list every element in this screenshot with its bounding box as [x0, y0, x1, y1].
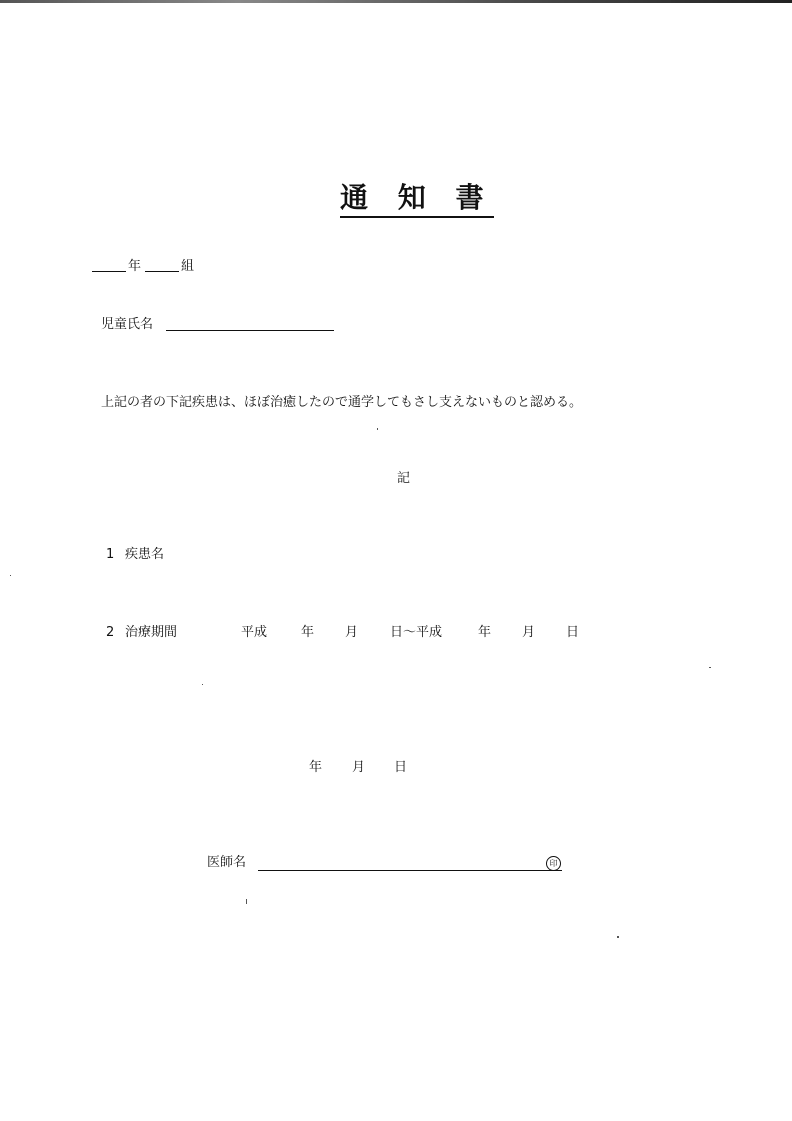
student-name-line[interactable] [166, 330, 334, 331]
period-year-start: 年 [301, 625, 315, 640]
issue-date-year: 年 [309, 760, 323, 775]
period-day-to-era: 日〜平成 [390, 625, 443, 640]
period-day-end: 日 [566, 625, 580, 640]
grade-blank-line[interactable] [92, 271, 126, 272]
doctor-name-line[interactable] [258, 870, 562, 871]
item-1-number: 1 [106, 547, 115, 562]
class-blank-line[interactable] [145, 271, 179, 272]
scan-speck [709, 667, 711, 668]
issue-date-day: 日 [394, 760, 408, 775]
period-era-start: 平成 [241, 625, 268, 640]
scan-speck [377, 428, 378, 430]
period-month-start: 月 [345, 625, 359, 640]
scan-speck [202, 684, 203, 685]
scan-speck [10, 575, 11, 576]
item-2-label: 治療期間 [125, 625, 178, 640]
seal-mark: 印 [546, 856, 561, 871]
document-title: 通 知 書 [340, 180, 494, 218]
period-month-end: 月 [522, 625, 536, 640]
ki-heading: 記 [397, 471, 411, 486]
statement-text: 上記の者の下記疾患は、ほぼ治癒したので通学してもさし支えないものと認める。 [101, 395, 583, 410]
scan-speck [246, 899, 247, 904]
item-2-number: 2 [106, 625, 115, 640]
scan-top-edge [0, 0, 792, 3]
grade-label: 年 [128, 259, 142, 274]
item-1-label: 疾患名 [125, 547, 165, 562]
student-name-label: 児童氏名 [101, 317, 154, 332]
issue-date-month: 月 [352, 760, 366, 775]
class-label: 組 [181, 259, 195, 274]
period-year-end: 年 [478, 625, 492, 640]
doctor-name-label: 医師名 [207, 855, 247, 870]
scan-speck [617, 936, 619, 938]
